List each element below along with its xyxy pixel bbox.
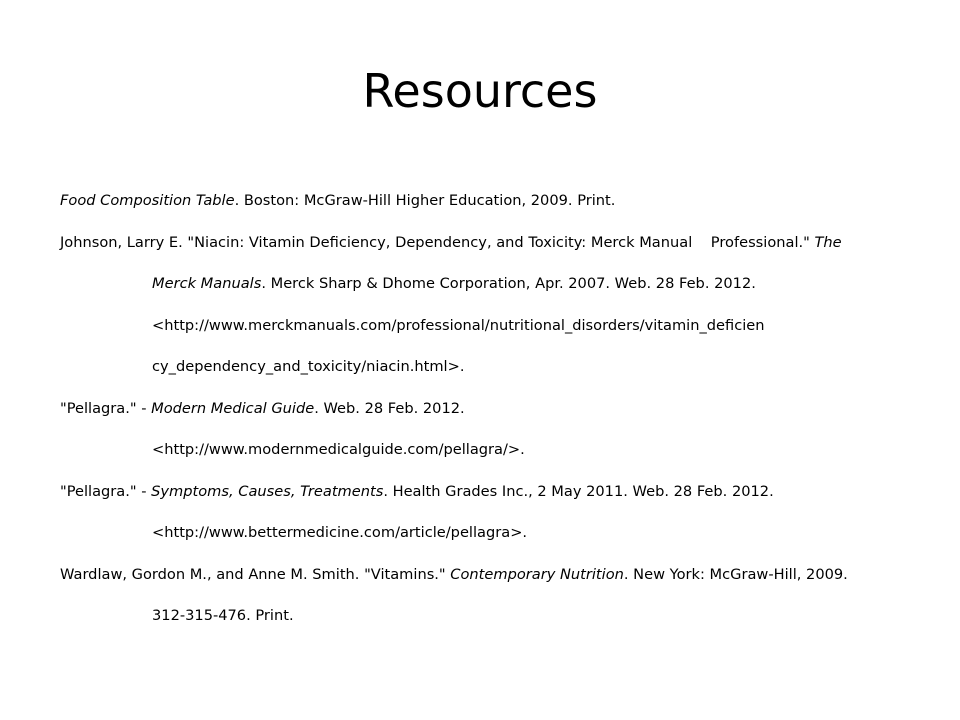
reference-text: . Health Grades Inc., 2 May 2011. Web. 28 Feb. 2012. [383,482,774,500]
reference-first-line [60,180,910,222]
reference-title-text: Symptoms, Causes, Treatments [151,482,384,500]
reference-first-line [60,471,910,513]
reference-list [60,180,910,637]
reference-continuation-line [152,429,910,471]
reference-title-text: Contemporary Nutrition [450,565,624,583]
reference-title-text: Food Composition Table [60,192,235,209]
reference-title-text: Merck Manuals [152,275,262,292]
reference-continuation-line [152,595,910,637]
reference-first-line [60,554,910,596]
reference-text: . New York: McGraw-Hill, 2009. [623,565,848,583]
reference-title-text: The [814,233,842,251]
reference-entry [60,388,910,471]
reference-text: Wardlaw, Gordon M., and Anne M. Smith. "Vitamins." [60,565,451,583]
reference-text: <http://www.merckmanuals.com/professional/nutritional_disorders/vitamin_deficien [152,316,765,334]
reference-text: <http://www.modernmedicalguide.com/pellagra/>. [152,441,525,458]
reference-continuation-line [152,263,910,305]
reference-text: "Pellagra." - [60,482,152,500]
reference-first-line [60,222,910,264]
reference-entry [60,180,910,222]
reference-title-text: Modern Medical Guide [151,399,315,417]
reference-text: <http://www.bettermedicine.com/article/pellagra>. [152,524,528,541]
reference-text: . Merck Sharp & Dhome Corporation, Apr. 2007. Web. 28 Feb. 2012. [261,275,756,292]
reference-continuation-line [152,346,910,388]
reference-continuation-line [152,512,910,554]
reference-text: cy_dependency_and_toxicity/niacin.html>. [152,358,465,375]
reference-text: Johnson, Larry E. "Niacin: Vitamin Deficiency, Dependency, and Toxicity: Merck Manual Professional." [60,233,815,251]
reference-entry [60,222,910,388]
reference-text: "Pellagra." - [60,399,152,417]
slide-title: Resources [362,64,598,118]
reference-entry [60,471,910,554]
reference-continuation-line [152,305,910,347]
reference-entry [60,554,910,637]
reference-first-line [60,388,910,430]
reference-text: . Boston: McGraw-Hill Higher Education, 2009. Print. [234,192,616,209]
reference-text: 312-315-476. Print. [152,607,294,624]
reference-text: . Web. 28 Feb. 2012. [314,399,465,417]
